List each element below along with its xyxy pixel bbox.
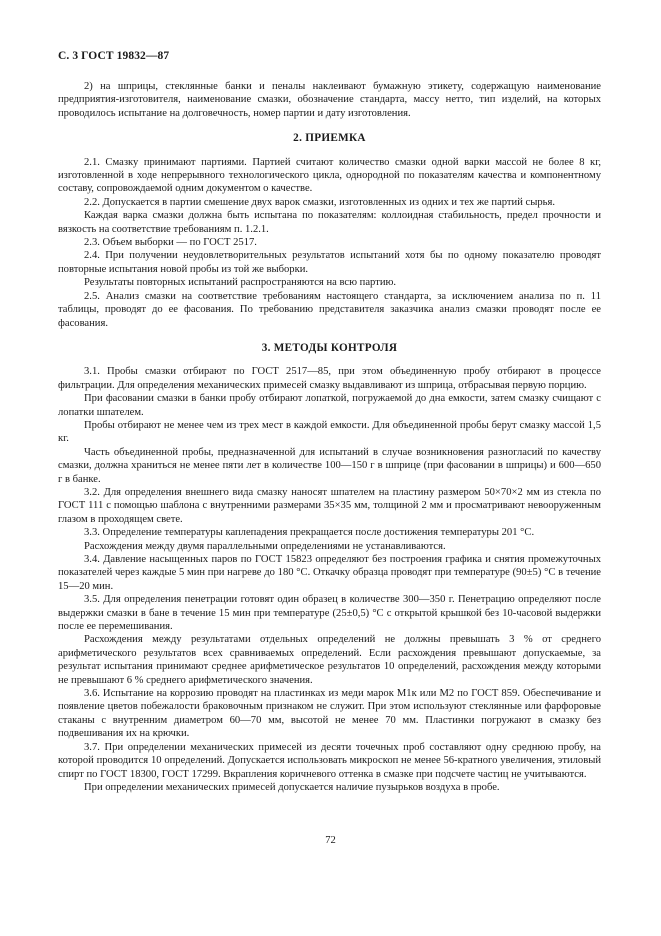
paragraph: При определении механических примесей допускается наличие пузырьков воздуха в пробе. [84, 781, 500, 793]
paragraph: 2.1. Смазку принимают партиями. Партией считают количество смазки одной варки массой не более 8 кг, изготовленной в ходе непрерывного технологического цикла, однородной по показателям качества и компонентному составу, сопровождаемой одним документом о качестве. [58, 156, 601, 195]
running-header: С. 3 ГОСТ 19832—87 [58, 50, 170, 62]
paragraph: Результаты повторных испытаний распространяются на всю партию. [84, 277, 397, 289]
paragraph: Каждая варка смазки должна быть испытана по показателям: коллоидная стабильность, предел прочности и вязкость на соответствие требованиям п. 1.2.1. [58, 210, 601, 235]
paragraph: 2.3. Объем выборки — по ГОСТ 2517. [84, 237, 257, 249]
paragraph: 3.7. При определении механических примесей из десяти точечных проб составляют одну среднюю пробу, на которой проводится 10 определений. Допускается использовать микроскоп не менее 56-кратного увеличения, этиловый спирт по ГОСТ 18300, ГОСТ 17299. Вкрапления коричневого оттенка в смазке при подсчете частиц не учитываются. [58, 741, 601, 780]
paragraph: Расхождения между результатами отдельных определений не должны превышать 3 % от среднего арифметического результатов всех сравниваемых определений. Если расхождения превышают допускаемые, за результат испытания принимают среднее арифметическое результатов 10 определений, расхождения между которыми не превышают 6 % среднего арифметического значения. [58, 634, 601, 686]
paragraph: 2) на шприцы, стеклянные банки и пеналы наклеивают бумажную этикету, содержащую наименование предприятия-изготовителя, наименование смазки, обозначение стандарта, массу нетто, тип изделий, на которых проводилось испытание на долговечность, номер партии и дату изготовления. [58, 81, 601, 119]
paragraph: 3.4. Давление насыщенных паров по ГОСТ 15823 определяют без построения графика и снятия промежуточных показателей через каждые 5 мин при нагреве до 180 °С. Откачку образца проводят при температуре (90±5) °С в течение 15—20 мин. [58, 554, 601, 592]
paragraph: 2.5. Анализ смазки на соответствие требованиям настоящего стандарта, за исключением анализа по п. 11 таблицы, проводят до ее фасования. По требованию представителя заказчика анализ смазки проводят после ее фасования. [58, 290, 601, 329]
section-heading-acceptance: 2. ПРИЕМКА [293, 132, 366, 145]
paragraph: 2.2. Допускается в партии смешение двух варок смазки, изготовленных из одних и тех же партий сырья. [84, 196, 556, 208]
page-number: 72 [325, 835, 336, 846]
paragraph: 3.3. Определение температуры каплепадения прекращается после достижения температуры 201 °С. [84, 527, 535, 539]
paragraph: 3.6. Испытание на коррозию проводят на пластинках из меди марок М1к или М2 по ГОСТ 859. Обеспечивание и появление цветов побежалости браковочным признаком не служит. При этом используют стеклянные или фарфоровые стаканы с внутренним диаметром 60—70 мм, высотой не менее 70 мм. Пластинки погружают в смазку без подвешивания их на крючки. [58, 688, 601, 740]
paragraph: При фасовании смазки в банки пробу отбирают лопаткой, погружаемой до дна емкости, затем смазку счищают с лопатки шпателем. [58, 393, 601, 418]
paragraph: 3.2. Для определения внешнего вида смазку наносят шпателем на пластину размером 50×70×2 мм из стекла по ГОСТ 111 с помощью шаблона с внутренними размерами 35×35 мм, толщиной 2 мм и просматривают невооруженным глазом в проходящем свете. [58, 486, 601, 525]
paragraph: 3.1. Пробы смазки отбирают по ГОСТ 2517—85, при этом объединенную пробу отбирают в процессе фильтрации. Для определения механических примесей смазку выдавливают из шприца, отбрасывая первую порцию. [58, 366, 601, 391]
paragraph: Часть объединенной пробы, предназначенной для испытаний в случае возникновения разногласий по качеству смазки, должна храниться не менее пяти лет в количестве 100—150 г в шприце (при фасовании в шприцы) и 600—650 г в банке. [58, 446, 601, 485]
document-body [58, 80, 601, 794]
paragraph: 3.5. Для определения пенетрации готовят один образец в количестве 300—350 г. Пенетрацию определяют после выдержки смазки в бане в течение 15 мин при температуре (25±0,5) °С с открытой крышкой без 10-часовой выдержки после ее перемешивания. [58, 594, 601, 633]
paragraph: Пробы отбирают не менее чем из трех мест в каждой емкости. Для объединенной пробы берут смазку массой 1,5 кг. [58, 419, 601, 445]
section-heading-test-methods: 3. МЕТОДЫ КОНТРОЛЯ [261, 341, 398, 354]
paragraph: 2.4. При получении неудовлетворительных результатов испытаний хотя бы по одному показателю проводят повторные испытания новой пробы из той же выборки. [58, 250, 601, 275]
paragraph: Расхождения между двумя параллельными определениями не устанавливаются. [84, 540, 446, 552]
